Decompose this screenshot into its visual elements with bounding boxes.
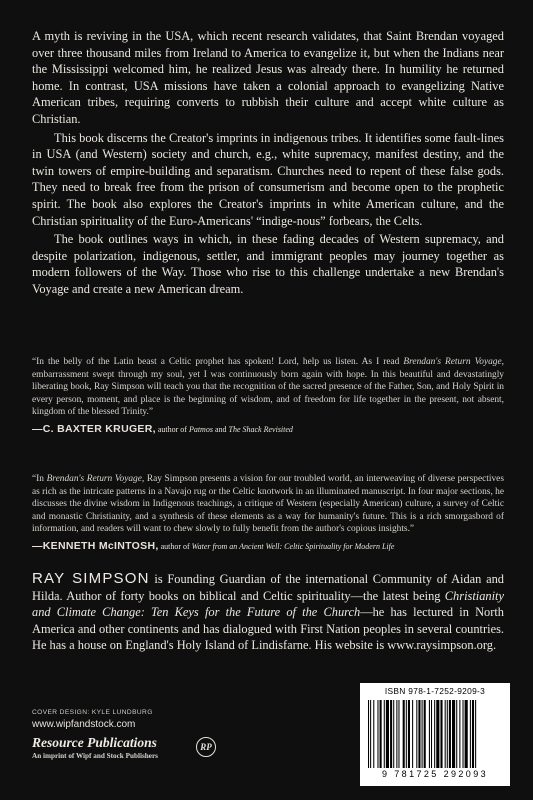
publisher-website: www.wipfandstock.com — [32, 719, 136, 730]
barcode-bar — [396, 700, 397, 768]
barcode-digits: 9 781725 292093 — [381, 769, 489, 779]
barcode-bar — [447, 700, 448, 768]
publisher-logo-icon: RP — [196, 737, 216, 757]
endorsement-attribution: —C. BAXTER KRUGER, author of Patmos and The Shack Revisited — [32, 422, 293, 435]
barcode-bar — [408, 700, 410, 768]
barcode-bar — [440, 700, 442, 768]
endorser-name: —C. BAXTER KRUGER, — [32, 422, 156, 435]
barcode-bar — [422, 700, 423, 768]
barcode-bar — [459, 700, 460, 768]
barcode-bar — [380, 700, 382, 768]
barcode-bar — [475, 700, 476, 768]
blurb-paragraph-3: The book outlines ways in which, in these fading decades of Western supremacy, and despite polarization, indigenous, settler, and immigrant peoples may journey together as modern followers of the Way. Those who rise to this challenge undertake a new Brendan's Voyage and create a new American dream. — [32, 232, 504, 296]
barcode-bars — [368, 700, 502, 768]
barcode-bar — [393, 700, 394, 768]
bio-book-title: Christianity and Climate Change: Ten Keys for the Future of the Church — [32, 588, 504, 620]
barcode-bar — [416, 700, 417, 768]
barcode-bar — [424, 700, 426, 768]
author-name: RAY SIMPSON — [32, 570, 150, 587]
barcode-bar — [418, 700, 420, 768]
barcode-bar — [452, 700, 455, 768]
isbn-barcode — [360, 683, 510, 786]
cover-design-credit: COVER DESIGN: KYLE LUNDBURG — [32, 709, 153, 716]
blurb-paragraph-2: This book discerns the Creator's imprints in indigenous tribes. It identifies some fault-lines in USA (and Western) society and church, e.g., white supremacy, manifest destiny, and the twin towers of empire-building and separatism. Churches need to repent of these false gods. They need to break free from the prison of consumerism and become open to the prophetic spirit. The book also explores the Creator's imprints in white American culture, and the Christian spirituality of the Euro-Americans' “indige-nous” forbears, the Celts. — [32, 130, 504, 228]
barcode-bar — [429, 700, 430, 768]
endorsement-kruger — [32, 356, 504, 437]
barcode-bar — [368, 700, 369, 768]
barcode-bar — [377, 700, 378, 768]
barcode-bar — [456, 700, 457, 768]
barcode-bar — [472, 700, 474, 768]
barcode-bar — [373, 700, 374, 768]
barcode-bar — [386, 700, 389, 768]
barcode-bar — [445, 700, 446, 768]
barcode-bar — [465, 700, 468, 768]
endorsement-attribution: —KENNETH McINTOSH, author of Water from an Ancient Well: Celtic Spirituality for Modern Life — [32, 539, 395, 552]
book-title: Brendan's Return Voyage — [403, 357, 502, 367]
barcode-bar — [370, 700, 371, 768]
endorsement-text: “In Brendan's Return Voyage, Ray Simpson presents a vision for our troubled world, an interweaving of diverse perspectives as rich as the intricate patterns in a Navajo rug or the Celtic knotwork in an illuminated manuscript. In four major sections, he discusses the divine wisdom in Indigenous teachings, a critique of Western (especially American) culture, a survey of Celtic and monastic Christianity, and a synthesis of these elements as a way for humanity's future. This is a rich smorgasbord of information, and readers will want to chew slowly to fully benefit from the author's copious insights.” — [32, 474, 504, 535]
barcode-bar — [390, 700, 392, 768]
barcode-bar — [449, 700, 451, 768]
endorser-name: —KENNETH McINTOSH, — [32, 539, 159, 552]
barcode-bar — [406, 700, 407, 768]
barcode-bar — [384, 700, 385, 768]
barcode-bar — [412, 700, 413, 768]
barcode-bar — [403, 700, 405, 768]
book-title: Brendan's Return Voyage — [46, 474, 142, 484]
barcode-bar — [463, 700, 464, 768]
barcode-bar — [431, 700, 432, 768]
endorsement-text: “In the belly of the Latin beast a Celtic prophet has spoken! Lord, help us listen. As I read Brendan's Return Voyage, embarrassment swept through my soul, yet I was continuously born again with hope. In this beautiful and devastatingly liberating book, Ray Simpson will teach you that the recognition of the sacred presence of the Father, Son, and Holy Spirit in every person, moment, and place is the beginning of wisdom, and of freedom for life together in the present, not absent, kingdom of the blessed Trinity.” — [32, 357, 505, 418]
publisher-name: Resource Publications — [32, 735, 157, 750]
author-bio: RAY SIMPSON is Founding Guardian of the international Community of Aidan and Hilda. Author of forty books on biblical and Celtic spirituality—the latest being Christianity and Climate Change: Ten Keys for the Future of the Church—he has lectured in North America and other continents and has dialogued with First Nation peoples in several countries. He has a house on England's Holy Island of Lindisfarne. His website is www.raysimpson.org. — [32, 570, 504, 653]
barcode-bar — [436, 700, 439, 768]
endorsement-mcintosh — [32, 473, 504, 554]
barcode-bar — [434, 700, 435, 768]
back-cover-blurb — [32, 28, 504, 298]
isbn-label: ISBN 978-1-7252-9209-3 — [384, 686, 486, 696]
publisher-imprint: An imprint of Wipf and Stock Publishers — [32, 752, 158, 760]
blurb-paragraph-1: A myth is reviving in the USA, which recent research validates, that Saint Brendan voyaged over three thousand miles from Ireland to America to evangelize it, but when the Indians near the Mississippi welcomed him, he realized Jesus was already there. In humility he returned home. In contrast, USA missions have taken a colonial approach to evangelizing Native American tribes, requiring converts to rubbish their culture and accept white culture as Christian. — [32, 29, 504, 126]
barcode-bar — [470, 700, 471, 768]
barcode-bar — [398, 700, 399, 768]
